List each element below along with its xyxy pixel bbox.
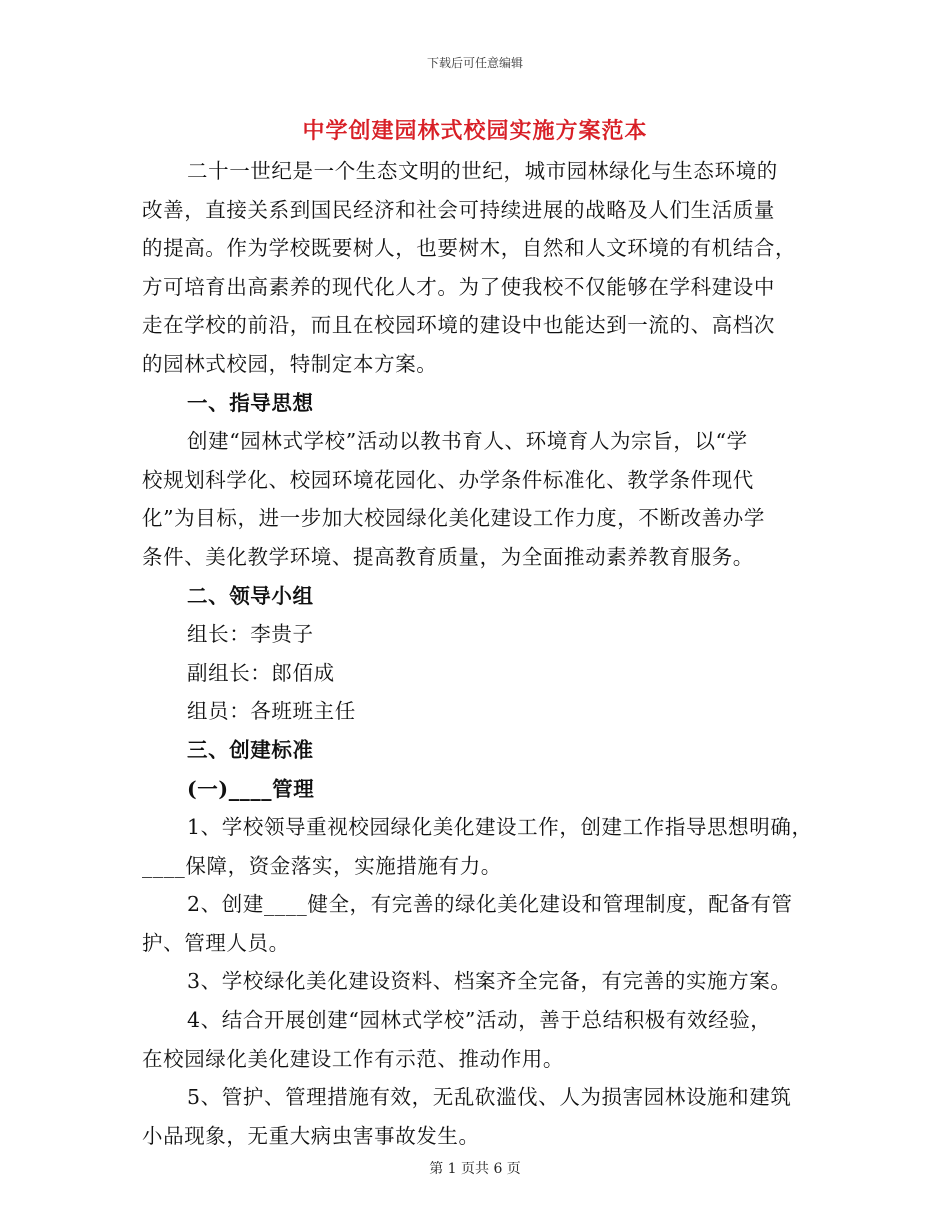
text-line: 5、管护、管理措施有效，无乱砍滥伐、人为损害园林设施和建筑 (187, 1085, 792, 1110)
text-line: 方可培育出高素养的现代化人才。为了使我校不仅能够在学科建设中 (142, 274, 775, 299)
section-heading: 二、领导小组 (187, 583, 314, 608)
text-line: 小品现象，无重大病虫害事故发生。 (142, 1123, 480, 1148)
text-line: 改善，直接关系到国民经济和社会可持续进展的战略及人们生活质量 (142, 197, 775, 222)
section-heading: 三、创建标准 (187, 737, 314, 762)
text-line: 校规划科学化、校园环境花园化、办学条件标准化、教学条件现代 (142, 467, 754, 492)
text-line: 二十一世纪是一个生态文明的世纪，城市园林绿化与生态环境的 (187, 159, 778, 183)
text-line: 在校园绿化美化建设工作有示范、推动作用。 (142, 1046, 564, 1071)
text-line: 条件、美化教学环境、提高教育质量，为全面推动素养教育服务。 (142, 544, 754, 569)
text-line: 1、学校领导重视校园绿化美化建设工作，创建工作指导思想明确， (187, 815, 813, 840)
text-line: ____保障，资金落实，实施措施有力。 (142, 853, 502, 878)
text-line: 护、管理人员。 (142, 930, 290, 955)
document-body (142, 152, 817, 1155)
text-line: 2、创建____健全，有完善的绿化美化建设和管理制度，配备有管 (187, 892, 793, 917)
text-line: 组长：李贵子 (187, 622, 314, 647)
section-heading: 一、指导思想 (187, 390, 314, 415)
text-line: 组员：各班班主任 (187, 699, 356, 724)
section-heading: (一)____管理 (187, 776, 315, 801)
document-title: 中学创建园林式校园实施方案范本 (302, 118, 648, 144)
text-line: 创建“园林式学校”活动以教书育人、环境育人为宗旨，以“学 (187, 429, 748, 454)
text-line: 3、学校绿化美化建设资料、档案齐全完备，有完善的实施方案。 (187, 969, 792, 994)
text-line: 走在学校的前沿，而且在校园环境的建设中也能达到一流的、高档次 (142, 313, 775, 338)
text-line: 化”为目标，进一步加大校园绿化美化建设工作力度，不断改善办学 (142, 506, 765, 531)
text-line: 的园林式校园，特制定本方案。 (142, 351, 438, 376)
text-line: 的提高。作为学校既要树人，也要树木，自然和人文环境的有机结合， (142, 236, 797, 261)
page-footer: 第 1 页共 6 页 (429, 1161, 521, 1177)
text-line: 副组长：郎佰成 (187, 660, 335, 685)
text-line: 4、结合开展创建“园林式学校”活动，善于总结积极有效经验， (187, 1008, 772, 1033)
page-header: 下载后可任意编辑 (426, 56, 523, 70)
